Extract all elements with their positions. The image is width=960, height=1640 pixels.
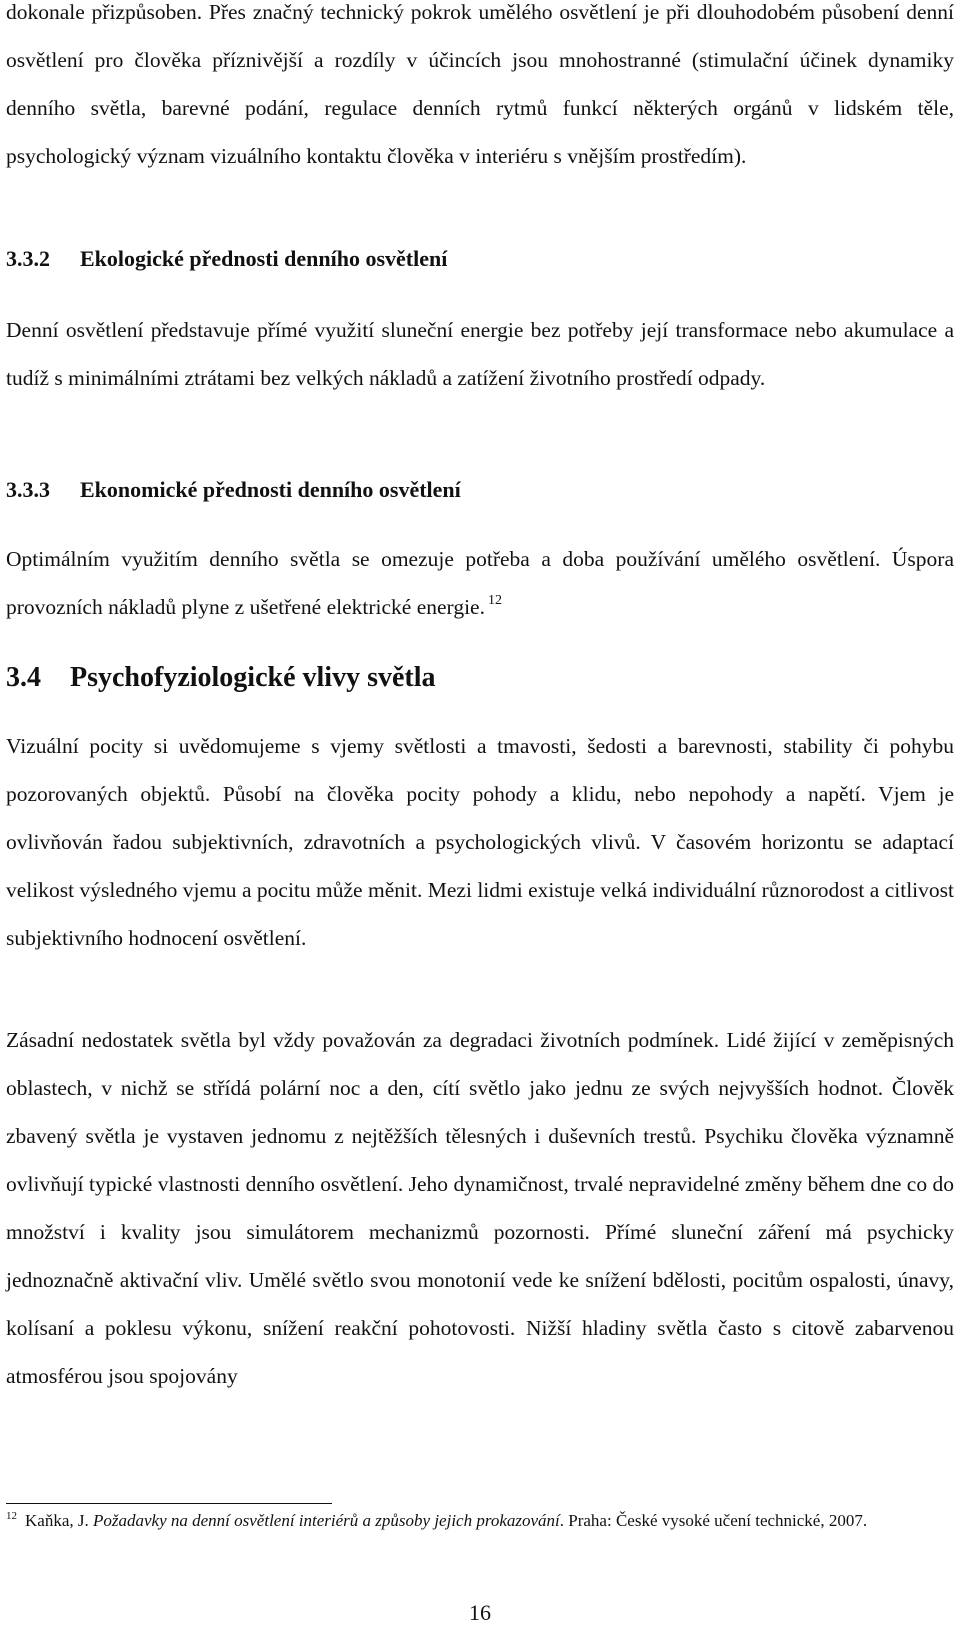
section-3-3-2-paragraph: Denní osvětlení představuje přímé využití sluneční energie bez potřeby její transformace nebo akumulace a tudíž s minimálními ztrátami bez velkých nákladů a zatížení životního prostředí odpady.: [6, 318, 954, 390]
section-title: Ekologické přednosti denního osvětlení: [80, 246, 448, 271]
footnote-separator: [6, 1503, 332, 1504]
section-3-4-paragraph-2: Zásadní nedostatek světla byl vždy považován za degradaci životních podmínek. Lidé žijící v zeměpisných oblastech, v nichž se střídá polární noc a den, cítí světlo jako jednu ze svých nejvyšších hodnot. Člověk zbavený světla je vystaven jednomu z nejtěžších tělesných i duševních trestů. Psychiku člověka významně ovlivňují typické vlastnosti denního osvětlení. Jeho dynamičnost, trvalé nepravidelné změny během dne co do množství i kvality jsou simulátorem mechanizmů pozornosti. Přímé sluneční záření má psychicky jednoznačně aktivační vliv. Umělé světlo svou monotonií vede ke snížení bdělosti, pocitům ospalosti, únavy, kolísaní a poklesu výkonu, snížení reakční pohotovosti. Nižší hladiny světla často s citově zabarvenou atmosférou jsou spojovány: [6, 1028, 954, 1388]
page-number: 16: [469, 1600, 491, 1625]
intro-paragraph: dokonale přizpůsoben. Přes značný technický pokrok umělého osvětlení je při dlouhodobém působení denní osvětlení pro člověka příznivější a rozdíly v účincích jsou mnohostranné (stimulační účinek dynamiky denního světla, barevné podání, regulace denních rytmů funkcí některých orgánů v lidském těle, psychologický význam vizuálního kontaktu člověka v interiéru s vnějším prostředím).: [6, 0, 954, 168]
footnote-title: Požadavky na denní osvětlení interiérů a způsoby jejich prokazování: [92, 1511, 560, 1530]
section-3-4-paragraph-1: Vizuální pocity si uvědomujeme s vjemy světlosti a tmavosti, šedosti a barevnosti, stability či pohybu pozorovaných objektů. Působí na člověka pocity pohody a klidu, nebo nepohody a napětí. Vjem je ovlivňován řadou subjektivních, zdravotních a psychologických vlivů. V časovém horizontu se adaptací velikost výsledného vjemu a pocitu může měnit. Mezi lidmi existuje velká individuální různorodost a citlivost subjektivního hodnocení osvětlení.: [6, 734, 954, 950]
section-3-3-3-paragraph: [6, 535, 954, 631]
footnote-reference[interactable]: 12: [487, 593, 502, 608]
section-heading-3-3-3: [6, 475, 461, 505]
section-heading-3-3-2: [6, 244, 447, 274]
section-number: 3.3.3: [6, 477, 50, 502]
footnote-number: 12: [6, 1510, 17, 1522]
section-title: Psychofyziologické vlivy světla: [70, 662, 436, 693]
section-number: 3.4: [6, 662, 41, 693]
section-heading-3-4: [6, 660, 436, 696]
footnote: [6, 1508, 954, 1533]
footnote-publisher: . Praha: České vysoké učení technické, 2007.: [559, 1511, 868, 1530]
paragraph-text: Optimálním využitím denního světla se omezuje potřeba a doba používání umělého osvětlení. Úspora provozních nákladů plyne z ušetřené elektrické energie.: [6, 547, 954, 619]
footnote-author: Kaňka, J.: [25, 1511, 93, 1530]
section-title: Ekonomické přednosti denního osvětlení: [80, 477, 461, 502]
section-number: 3.3.2: [6, 246, 50, 271]
